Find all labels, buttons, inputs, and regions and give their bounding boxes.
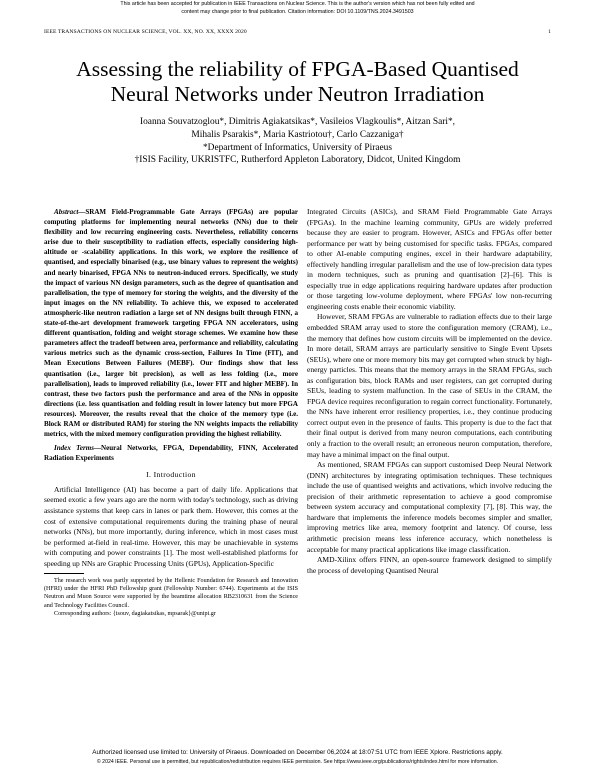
affiliation-2: †ISIS Facility, UKRISTFC, Rutherford Appleton Laboratory, Didcot, United Kingdom [134,155,461,166]
index-terms-label: Index Terms [54,444,94,453]
title-line-1: Assessing the reliability of FPGA-Based Quantised [76,57,519,81]
paper-title [30,57,565,107]
top-notice-line-1: This article has been accepted for publication in IEEE Transactions on Nuclear Science. This is the author's version which has not been fully edited and [120,1,475,7]
right-column [307,207,552,576]
index-terms [44,443,298,463]
footnote-funding: The research work was partly supported by the Hellenic Foundation for Research and Innovation (HFRI) under the HFRI PhD Fellowship grant (Fellowship Number: 6744). Experiments at the ISIS Neutron and Muon Source were supported by the beamtime allocation RB2310631 from the Science and Technology Facilities Council. [44,578,298,609]
copyright-notice: © 2024 IEEE. Personal use is permitted, but republication/redistribution requires IEEE permission. See https://www.ieee.org/publications/rights/index.html for more information. [96,759,499,765]
abstract [44,207,298,439]
intro-paragraph-1: Artificial Intelligence (AI) has become a part of daily life. Applications that seemed exotic a few years ago are the norm with today's technology, such as driving assistance systems that keep cars in lanes or park them. However, this comes at the cost of extensive computational requirements during the training phase of neural networks (NNs), but more importantly, during inference, which in most cases must be performed at-field in real-time. However, this may be unachievable in systems with computing and power constraints [1]. The most well-established platforms for speeding up NNs are Graphic Processing Units (GPUs), Application-Specific [44,484,298,568]
author-names-line-1: Ioanna Souvatzoglou*, Dimitris Agiakatsikas*, Vasileios Vlagkoulis*, Aitzan Sari*, [140,117,455,127]
right-paragraph-4: AMD-Xilinx offers FINN, an open-source framework designed to simplify the process of developing Quantised Neural [307,555,552,575]
license-notice: Authorized licensed use limited to: University of Piraeus. Downloaded on December 06,2024 at 18:07:51 UTC from IEEE Xplore. Restrictions apply. [92,749,503,756]
abstract-label: Abstract [54,208,79,216]
running-header [44,29,551,35]
section-heading-introduction: I. Introduction [146,470,196,480]
right-paragraph-2: However, SRAM FPGAs are vulnerable to radiation effects due to their large embedded SRAM array used to store the configuration memory (CRAM), i.e., the memory that defines how custom circuits will be implemented on the device. In more detail, SRAM arrays are particularly sensitive to Single Event Upsets (SEUs), where one or more memory bits may get corrupted when struck by high-energy particles. This means that the memory arrays in the SRAM FPGAs, such as configuration bits, block RAMs and user registers, can get corrupted during SEUs, leading to system malfunction. In the case of SEUs in the CRAM, the FPGA device requires reconfiguration to regain correct functionality. Fortunately, the NNs have inherent error resiliency properties, i.e., they continue producing correct output even in the presence of faults. This property is due to the fact that their final output is derived from many neuron computations, each contributing only a fraction to the overall result; an erroneous neuron computation, therefore, may have a minimal impact on the final output. [307,312,552,459]
left-column [44,207,298,618]
author-block [30,116,565,167]
footnote-corresponding: Corresponding authors: {isouv, dagiakatsikas, mpsarak}@unipi.gr [54,610,216,617]
right-paragraph-1: Integrated Circuits (ASICs), and SRAM Field Programmable Gate Arrays (FPGAs). In the machine learning community, GPUs are widely preferred because they are easier to program. However, ASICs and FPGAs offer better performance per watt by being customised for specific tasks. FPGAs, compared to other AI-enable computing engines, excel in their hardware adaptability, effectively handling irregular parallelism and the use of low-precision data types in modern techniques, such as pruning and quantisation [2]–[6]. This is especially true in edge applications requiring hardware updates after production or those targeting low-volume deployment, where FPGAs' low non-recurring engineering costs enable their economic viability. [307,207,552,311]
title-line-2: Neural Networks under Neutron Irradiation [110,82,485,106]
author-names-line-2: Mihalis Psarakis*, Maria Kastriotou†, Carlo Cazzaniga† [191,129,404,140]
footnote-rule [44,573,84,574]
abstract-text: —SRAM Field-Programmable Gate Arrays (FPGAs) are popular computing platforms for implementing neural networks (NNs) due to their flexibility and low recurring engineering costs. Nevertheless, reliability concerns arise due to their susceptibility to radiation effects, especially considering high-altitude or -scalability applications. In this work, we explore the resilience of quantised, and especially binarised (e.g., use binary values to represent the weights) and nearly binarised, FPGA NNs to neutron-induced errors. Specifically, we study the impact of various NN design parameters, such as the degree of quantisation and parallelisation, the type of memory for storing the weights, and the diversity of the input images on the NN reliability. To achieve this, we exposed to accelerated atmospheric-like neutron radiation a large set of NN designs built through FINN, a state-of-the-art development framework targeting FPGA NN accelerators, using different quantisation, folding and weight storage schemes. We examine how these parameters affect the tradeoff between area, performance and reliability, calculating various metrics such as the dynamic cross-section, Failures In Time (FIT), and Mean Executions Between Failures (MEBF). Our findings show that less quantisation (i.e., larger bit precision), as well as less folding (i.e., more parallelisation), leads to improved reliability (i.e., lower FIT and higher MEBF). In contrast, these two factors push the performance and area of the NNs in opposite directions (i.e. less quantisation and folding result in lower latency but more FPGA resources). Moreover, the results reveal that the choice of the memory type (i.e. Block RAM or distributed RAM) for storing the NN weights impacts the reliability metrics, with the mixed memory configuration providing the highest reliability. [44,208,298,439]
journal-name: IEEE TRANSACTIONS ON NUCLEAR SCIENCE, VOL. XX, NO. XX, XXXX 2020 [44,29,247,35]
affiliation-1: *Department of Informatics, University of Piraeus [202,142,392,153]
index-terms-text: —Neural Networks, FPGA, Dependability, FINN, Accelerated Radiation Experiments [44,444,298,463]
top-notice-line-2: content may change prior to final publication. Citation information: DOI 10.1109/TNS.2024.3491503 [181,9,414,15]
page-number: 1 [548,29,551,35]
right-paragraph-3: As mentioned, SRAM FPGAs can support customised Deep Neural Network (DNN) architectures by integrating optimisation techniques. These techniques include the use of quantised weights and activations, which involve reducing the precision of their arithmetic representation to achieve a good compromise between system accuracy and computational complexity [7], [8]. This way, the hardware that implements the inference models becomes simpler and smaller, improving metrics like area, memory footprint and latency. Of course, less arithmetic precision means less inference accuracy, which nonetheless is acceptable for many practical applications like image classification. [307,460,552,554]
